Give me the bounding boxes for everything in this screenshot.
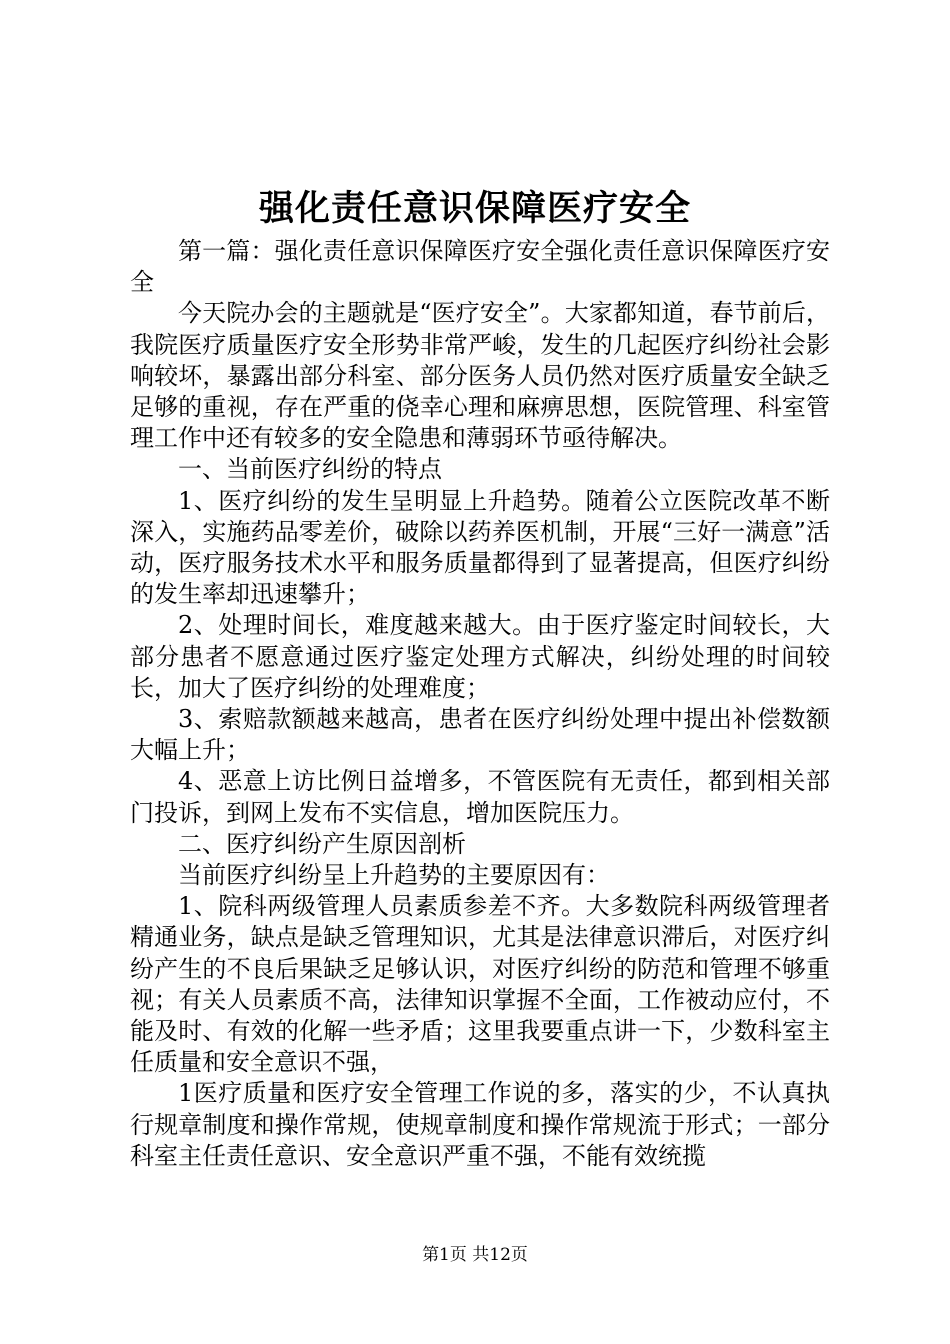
paragraph-cause-1: 1、院科两级管理人员素质参差不齐。大多数院科两级管理者精通业务，缺点是缺乏管理知识，尤其是法律意识滞后，对医疗纠纷产生的不良后果缺乏足够认识，对医疗纠纷的防范和管理不够重视；有关人员素质不高，法律知识掌握不全面，工作被动应付，不能及时、有效的化解一些矛盾；这里我要重点讲一下，少数科室主任质量和安全意识不强， — [130, 892, 830, 1077]
section-heading-causes: 二、医疗纠纷产生原因剖析 — [178, 829, 466, 858]
paragraph-feature-3: 3、索赔款额越来越高，患者在医疗纠纷处理中提出补偿数额大幅上升； — [130, 705, 830, 765]
paragraph-intro: 今天院办会的主题就是“医疗安全”。大家都知道，春节前后，我院医疗质量医疗安全形势非常严峻，发生的几起医疗纠纷社会影响较坏，暴露出部分科室、部分医务人员仍然对医疗质量安全缺乏足够的重视，存在严重的侥幸心理和麻痹思想，医院管理、科室管理工作中还有较多的安全隐患和薄弱环节亟待解决。 — [130, 299, 830, 453]
document-body — [130, 236, 830, 1172]
section-heading-features: 一、当前医疗纠纷的特点 — [178, 455, 442, 484]
paragraph-cause-1-detail: 1医疗质量和医疗安全管理工作说的多，落实的少，不认真执行规章制度和操作常规，使规章制度和操作常规流于形式；一部分科室主任责任意识、安全意识严重不强，不能有效统揽 — [130, 1079, 830, 1170]
page-number-footer: 第1页 共12页 — [422, 1245, 528, 1265]
paragraph-heading-part1: 第一篇：强化责任意识保障医疗安全强化责任意识保障医疗安全 — [130, 237, 830, 297]
paragraph-feature-4: 4、恶意上访比例日益增多，不管医院有无责任，都到相关部门投诉，到网上发布不实信息，增加医院压力。 — [130, 767, 830, 827]
paragraph-causes-intro: 当前医疗纠纷呈上升趋势的主要原因有： — [178, 861, 610, 890]
paragraph-feature-2: 2、处理时间长，难度越来越大。由于医疗鉴定时间较长，大部分患者不愿意通过医疗鉴定处理方式解决，纠纷处理的时间较长，加大了医疗纠纷的处理难度； — [130, 611, 830, 702]
document-title: 强化责任意识保障医疗安全 — [258, 188, 691, 229]
paragraph-feature-1: 1、医疗纠纷的发生呈明显上升趋势。随着公立医院改革不断深入，实施药品零差价，破除以药养医机制，开展“三好一满意”活动，医疗服务技术水平和服务质量都得到了显著提高，但医疗纠纷的发生率却迅速攀升； — [130, 486, 830, 609]
